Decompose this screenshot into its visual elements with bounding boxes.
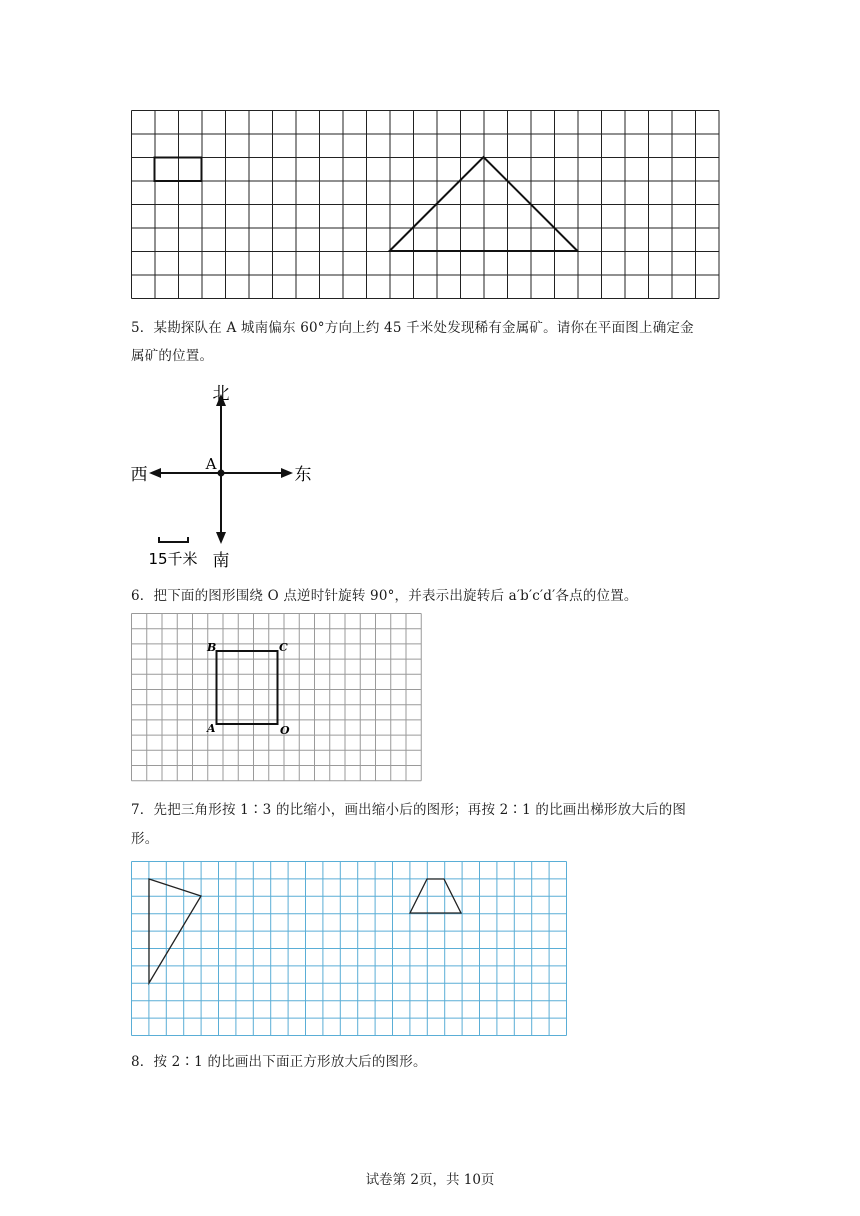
south-arrowhead xyxy=(216,532,226,544)
question-8-text: 8．按 2∶1 的比画出下面正方形放大后的图形。 xyxy=(131,1054,427,1070)
label-a: A xyxy=(207,722,216,735)
top-grid-lines xyxy=(132,111,720,299)
label-c: C xyxy=(279,641,288,654)
question-5-line-2: 属矿的位置。 xyxy=(131,348,214,364)
compass-west-label: 西 xyxy=(130,465,148,485)
scale-bar xyxy=(159,537,188,542)
rotation-grid-lines xyxy=(132,614,422,781)
west-arrowhead xyxy=(149,468,161,478)
compass-diagram xyxy=(125,380,325,570)
question-7-line-1: 7．先把三角形按 1∶3 的比缩小，画出缩小后的图形；再按 2∶1 的比画出梯形放大后的图 xyxy=(131,802,687,818)
compass-east-label: 东 xyxy=(294,465,312,485)
blue-grid-lines xyxy=(132,862,567,1036)
point-a xyxy=(218,470,225,477)
top-grid-figure xyxy=(131,110,719,300)
question-7-line-2: 形。 xyxy=(131,831,159,847)
compass-center-label: A xyxy=(205,455,217,473)
label-b: B xyxy=(207,641,217,654)
scale-grid-figure xyxy=(131,861,567,1036)
page-footer: 试卷第 2页，共 10页 xyxy=(365,1172,495,1188)
rotation-grid-figure xyxy=(131,613,423,783)
question-6-text: 6．把下面的图形围绕 O 点逆时针旋转 90°，并表示出旋转后 a′b′c′d′各点的位置。 xyxy=(131,588,638,604)
compass-north-label: 北 xyxy=(212,384,230,404)
label-o: O xyxy=(280,724,290,737)
compass-scale-label: 15千米 xyxy=(148,550,198,568)
question-5-line-1: 5．某勘探队在 A 城南偏东 60°方向上约 45 千米处发现稀有金属矿。请你在平面图上确定金 xyxy=(131,320,694,336)
compass-south-label: 南 xyxy=(212,551,230,571)
east-arrowhead xyxy=(281,468,293,478)
